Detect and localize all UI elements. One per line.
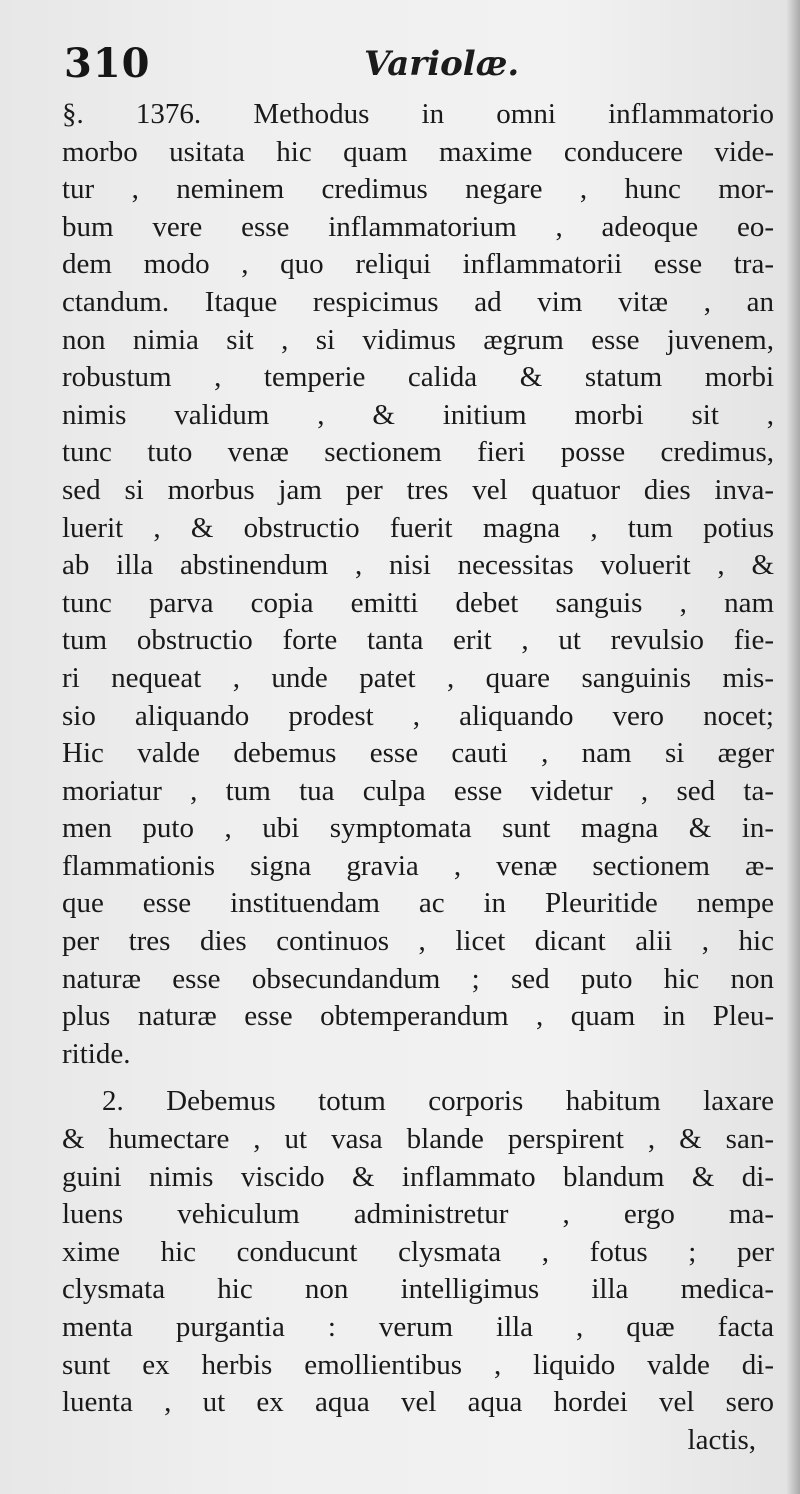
running-head: Variolæ.: [364, 44, 520, 84]
text-line: & humectare , ut vasa blande perspirent , & san-: [62, 1123, 774, 1156]
text-line: luerit , & obstructio fuerit magna , tum potius: [62, 511, 774, 544]
text-line: flammationis signa gravia , venæ sectionem æ-: [62, 849, 774, 882]
text-line: sio aliquando prodest , aliquando vero nocet;: [62, 699, 774, 732]
text-line: 2. Debemus totum corporis habitum laxare: [102, 1085, 774, 1118]
text-line: luens vehiculum administretur , ergo ma-: [62, 1198, 774, 1231]
paragraph-1376: [62, 96, 774, 1073]
text-line: Hic valde debemus esse cauti , nam si æger: [62, 737, 774, 770]
paragraph-2: [62, 1083, 774, 1459]
page-number: 310: [64, 40, 151, 87]
text-line: naturæ esse obsecundandum ; sed puto hic non: [62, 962, 774, 995]
text-line: non nimia sit , si vidimus ægrum esse juvenem,: [62, 323, 774, 356]
body-text: [62, 96, 774, 1459]
text-line: tum obstructio forte tanta erit , ut revulsio fie-: [62, 624, 774, 657]
text-line: xime hic conducunt clysmata , fotus ; per: [62, 1235, 774, 1268]
text-line: robustum , temperie calida & statum morbi: [62, 361, 774, 394]
text-line: menta purgantia : verum illa , quæ facta: [62, 1311, 774, 1343]
text-line: sed si morbus jam per tres vel quatuor dies inva-: [62, 473, 774, 506]
text-line: tur , neminem credimus negare , hunc mor-: [62, 173, 774, 206]
text-line: dem modo , quo reliqui inflammatorii esse tra-: [62, 248, 774, 281]
text-line: plus naturæ esse obtemperandum , quam in Pleu-: [62, 1000, 774, 1033]
text-line: ri nequeat , unde patet , quare sanguinis mis-: [62, 661, 774, 694]
text-line: guini nimis viscido & inflammato blandum & di-: [62, 1160, 774, 1193]
text-line: clysmata hic non intelligimus illa medica-: [62, 1273, 774, 1306]
catchword: lactis,: [687, 1423, 756, 1456]
text-line: ritide.: [62, 1037, 131, 1070]
text-line: ab illa abstinendum , nisi necessitas voluerit , &: [62, 549, 774, 582]
text-line: tunc parva copia emitti debet sanguis , nam: [62, 586, 774, 619]
text-line: nimis validum , & initium morbi sit ,: [62, 398, 774, 431]
text-line: luenta , ut ex aqua vel aqua hordei vel sero: [62, 1386, 774, 1419]
text-line: per tres dies continuos , licet dicant alii , hic: [62, 925, 774, 958]
text-line: morbo usitata hic quam maxime conducere vide-: [62, 135, 774, 168]
text-line: moriatur , tum tua culpa esse videtur , sed ta-: [62, 774, 774, 807]
text-line: sunt ex herbis emollientibus , liquido valde di-: [62, 1348, 774, 1381]
page-header: [64, 40, 764, 96]
text-line: bum vere esse inflammatorium , adeoque eo-: [62, 210, 774, 243]
text-line: tunc tuto venæ sectionem fieri posse credimus,: [62, 436, 774, 469]
text-line: men puto , ubi symptomata sunt magna & in-: [62, 812, 774, 845]
text-line: ctandum. Itaque respicimus ad vim vitæ , an: [62, 285, 774, 318]
text-line: §. 1376. Methodus in omni inflammatorio: [62, 98, 774, 130]
text-line: que esse instituendam ac in Pleuritide nempe: [62, 887, 774, 920]
